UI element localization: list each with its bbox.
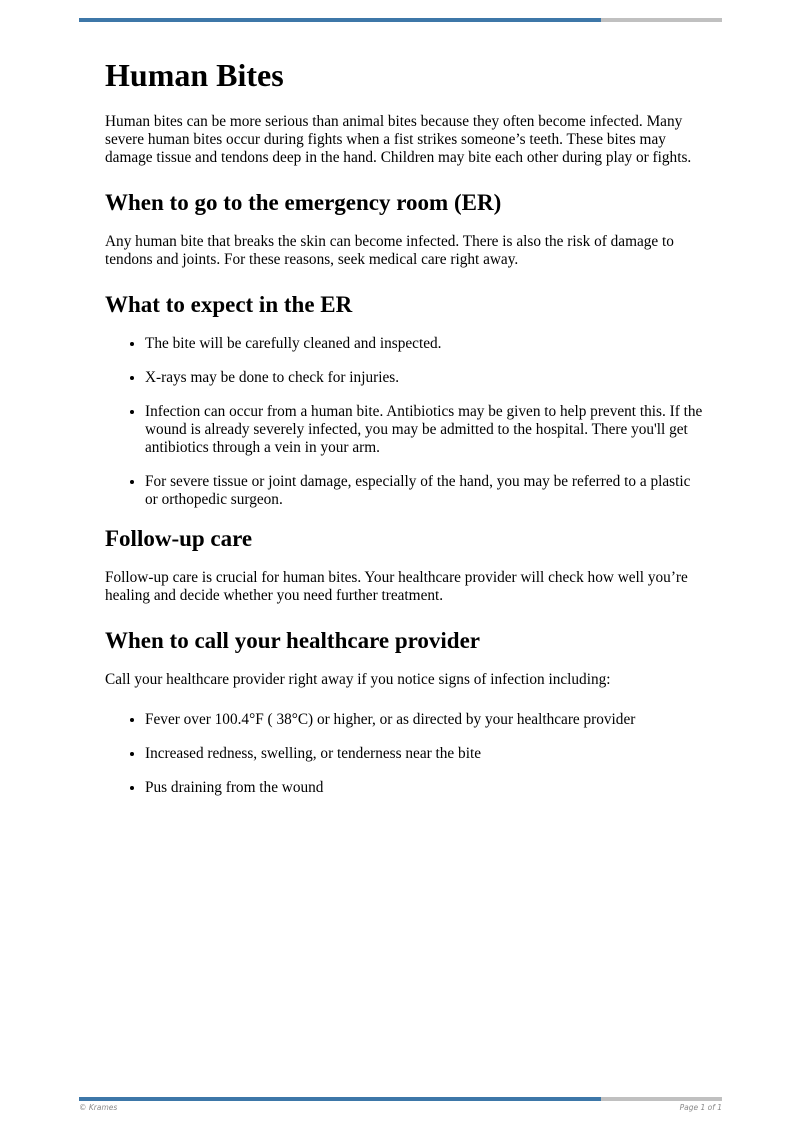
section-paragraph-er: Any human bite that breaks the skin can become infected. There is also the risk of damage to tendons and joints. For these reasons, seek medical care right away. — [105, 233, 674, 268]
list-item: • Fever over 100.4°F ( 38°C) or higher, or as directed by your healthcare provider — [145, 711, 705, 729]
list-item: • Pus draining from the wound — [145, 779, 705, 797]
intro-paragraph: Human bites can be more serious than animal bites because they often become infected. Many severe human bites occur during fights when a fist strikes someone’s teeth. These bites may damage tissue and tendons deep in the hand. Children may bite each other during play or fights. — [105, 113, 692, 166]
bottom-divider-bar — [79, 1097, 722, 1101]
page-number: Page 1 of 1 — [679, 1103, 722, 1112]
section-heading-er: When to go to the emergency room (ER) — [105, 190, 502, 215]
expect-list — [105, 335, 705, 509]
top-divider-bar — [79, 18, 722, 22]
page-title: Human Bites — [105, 57, 284, 93]
section-paragraph-followup: Follow-up care is crucial for human bites. Your healthcare provider will check how well you’re healing and decide whether you need further treatment. — [105, 569, 688, 604]
infection-signs-list — [105, 711, 705, 797]
section-paragraph-call: Call your healthcare provider right away if you notice signs of infection including: — [105, 671, 611, 688]
list-item: • Increased redness, swelling, or tenderness near the bite — [145, 745, 705, 763]
section-heading-call: When to call your healthcare provider — [105, 628, 481, 653]
bottom-divider-accent — [79, 1097, 601, 1101]
document-body — [105, 55, 705, 813]
section-heading-followup: Follow-up care — [105, 526, 253, 551]
copyright-text: © Krames — [79, 1103, 118, 1112]
section-heading-expect: What to expect in the ER — [105, 292, 353, 317]
list-item: • X-rays may be done to check for injuries. — [145, 369, 705, 387]
list-item: • Infection can occur from a human bite. Antibiotics may be given to help prevent this. If the wound is already severely infected, you may be admitted to the hospital. There you'll get antibiotics through a vein in your arm. — [145, 403, 705, 457]
list-item: • For severe tissue or joint damage, especially of the hand, you may be referred to a plastic or orthopedic surgeon. — [145, 473, 705, 509]
top-divider-accent — [79, 18, 601, 22]
list-item: • The bite will be carefully cleaned and inspected. — [145, 335, 705, 353]
